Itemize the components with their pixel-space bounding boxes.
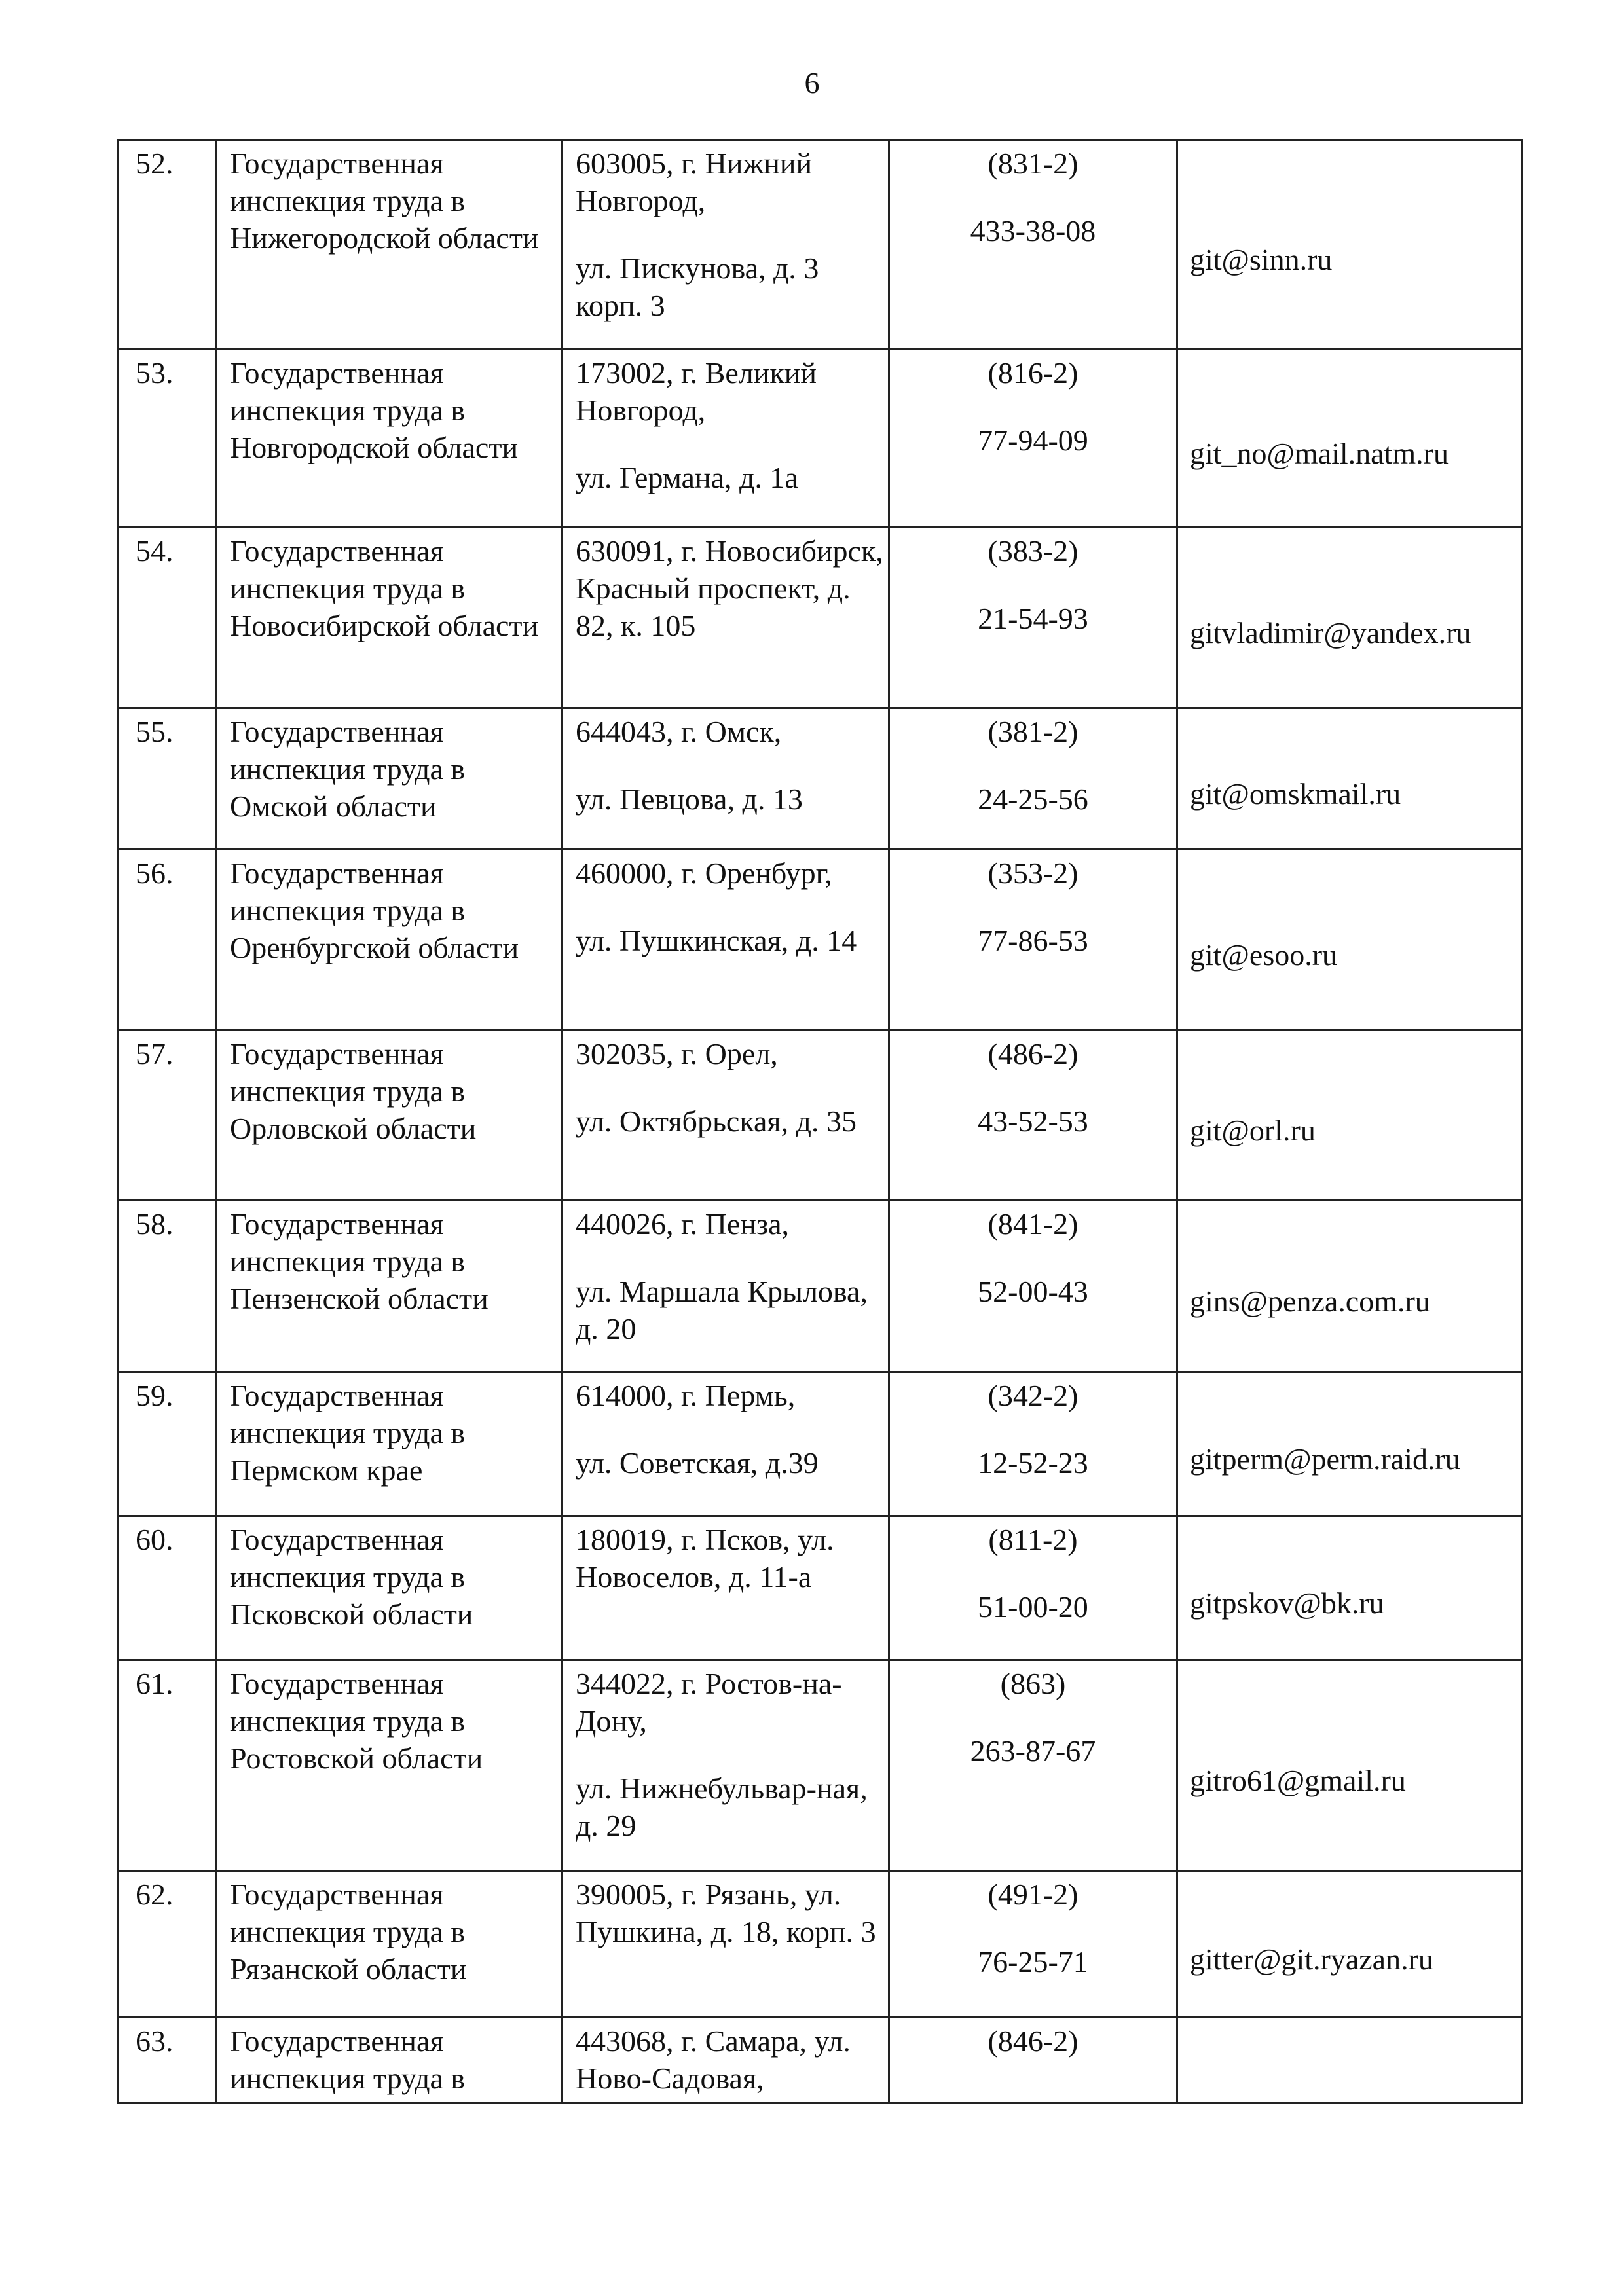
address-line: 302035, г. Орел,	[576, 1037, 778, 1070]
email: gitro61@gmail.ru	[1177, 1660, 1522, 1871]
row-number: 62.	[118, 1871, 216, 2018]
address-line: 644043, г. Омск,	[576, 715, 782, 748]
address	[562, 1030, 889, 1201]
table-row	[118, 850, 1522, 1030]
phone	[889, 1660, 1177, 1871]
phone-number: 77-86-53	[978, 924, 1088, 957]
email: git@sinn.ru	[1177, 140, 1522, 350]
address-line: 344022, г. Ростов-на-Дону,	[576, 1667, 842, 1738]
phone-code: (846-2)	[987, 2024, 1079, 2058]
address-line: 460000, г. Оренбург,	[576, 856, 832, 890]
phone-number: 263-87-67	[970, 1734, 1096, 1768]
inspection-name: Государственная инспекция труда в Новгородской области	[216, 350, 562, 528]
row-number: 54.	[118, 528, 216, 708]
phone-code: (816-2)	[987, 356, 1079, 390]
address-line: ул. Нижнебульвар-ная, д. 29	[576, 1772, 868, 1842]
inspection-name: Государственная инспекция труда в Омской области	[216, 708, 562, 850]
address-line: 603005, г. Нижний Новгород,	[576, 147, 813, 217]
inspection-name: Государственная инспекция труда в Нижегородской области	[216, 140, 562, 350]
phone	[889, 528, 1177, 708]
address	[562, 1201, 889, 1372]
phone-code: (841-2)	[987, 1207, 1079, 1241]
row-number: 59.	[118, 1372, 216, 1516]
table-row	[118, 350, 1522, 528]
address	[562, 140, 889, 350]
email: gitperm@perm.raid.ru	[1177, 1372, 1522, 1516]
address	[562, 528, 889, 708]
phone-code: (486-2)	[987, 1037, 1079, 1070]
address-line: 443068, г. Самара, ул. Ново-Садовая,	[576, 2024, 851, 2095]
address-line: 173002, г. Великий Новгород,	[576, 356, 817, 427]
email: gins@penza.com.ru	[1177, 1201, 1522, 1372]
address-line: ул. Пушкинская, д. 14	[576, 924, 857, 957]
email: gitpskov@bk.ru	[1177, 1516, 1522, 1660]
table-row	[118, 1372, 1522, 1516]
table-row	[118, 1871, 1522, 2018]
phone-code: (863)	[1000, 1667, 1066, 1700]
address	[562, 2018, 889, 2103]
address-line: 440026, г. Пенза,	[576, 1207, 790, 1241]
inspection-name: Государственная инспекция труда в	[216, 2018, 562, 2103]
phone-code: (353-2)	[987, 856, 1079, 890]
inspection-name: Государственная инспекция труда в Ростовской области	[216, 1660, 562, 1871]
inspection-name: Государственная инспекция труда в Орловской области	[216, 1030, 562, 1201]
table-row	[118, 1660, 1522, 1871]
inspection-directory-table	[117, 139, 1522, 2104]
table-row	[118, 1030, 1522, 1201]
address	[562, 1660, 889, 1871]
inspection-name: Государственная инспекция труда в Оренбургской области	[216, 850, 562, 1030]
table-row	[118, 1516, 1522, 1660]
phone-number: 21-54-93	[978, 602, 1088, 635]
phone-code: (383-2)	[987, 534, 1079, 568]
email: gitter@git.ryazan.ru	[1177, 1871, 1522, 2018]
phone-number: 24-25-56	[978, 782, 1088, 816]
row-number: 56.	[118, 850, 216, 1030]
address	[562, 350, 889, 528]
address	[562, 708, 889, 850]
address-line: ул. Маршала Крылова, д. 20	[576, 1275, 868, 1345]
inspection-name: Государственная инспекция труда в Пермском крае	[216, 1372, 562, 1516]
inspection-name: Государственная инспекция труда в Псковской области	[216, 1516, 562, 1660]
row-number: 58.	[118, 1201, 216, 1372]
phone	[889, 1871, 1177, 2018]
phone-number: 433-38-08	[970, 214, 1096, 247]
email: git@esoo.ru	[1177, 850, 1522, 1030]
email	[1177, 2018, 1522, 2103]
phone	[889, 1516, 1177, 1660]
inspection-name: Государственная инспекция труда в Рязанской области	[216, 1871, 562, 2018]
email: git_no@mail.natm.ru	[1177, 350, 1522, 528]
phone-number: 51-00-20	[978, 1590, 1088, 1624]
phone-code: (342-2)	[987, 1379, 1079, 1412]
address-line: 390005, г. Рязань, ул. Пушкина, д. 18, корп. 3	[576, 1878, 876, 1948]
table-row	[118, 140, 1522, 350]
page-number: 6	[804, 66, 820, 100]
address	[562, 1516, 889, 1660]
phone	[889, 350, 1177, 528]
phone	[889, 1030, 1177, 1201]
address-line: ул. Германа, д. 1а	[576, 461, 798, 494]
address-line: 630091, г. Новосибирск, Красный проспект, д. 82, к. 105	[576, 534, 883, 642]
phone	[889, 1372, 1177, 1516]
phone-number: 12-52-23	[978, 1446, 1088, 1480]
phone-code: (831-2)	[987, 147, 1079, 180]
row-number: 57.	[118, 1030, 216, 1201]
row-number: 63.	[118, 2018, 216, 2103]
address-line: ул. Певцова, д. 13	[576, 782, 803, 816]
row-number: 55.	[118, 708, 216, 850]
address-line: ул. Пискунова, д. 3 корп. 3	[576, 251, 819, 322]
address	[562, 850, 889, 1030]
phone-number: 52-00-43	[978, 1275, 1088, 1308]
phone-code: (381-2)	[987, 715, 1079, 748]
table-row	[118, 708, 1522, 850]
inspection-name: Государственная инспекция труда в Пензенской области	[216, 1201, 562, 1372]
phone	[889, 1201, 1177, 1372]
address	[562, 1871, 889, 2018]
address-line: 614000, г. Пермь,	[576, 1379, 796, 1412]
address-line: 180019, г. Псков, ул. Новоселов, д. 11-а	[576, 1523, 834, 1594]
phone	[889, 708, 1177, 850]
phone	[889, 140, 1177, 350]
row-number: 60.	[118, 1516, 216, 1660]
row-number: 53.	[118, 350, 216, 528]
phone-number: 77-94-09	[978, 424, 1088, 457]
phone-number: 76-25-71	[978, 1945, 1088, 1978]
address-line: ул. Советская, д.39	[576, 1446, 819, 1480]
phone-number: 43-52-53	[978, 1104, 1088, 1138]
address	[562, 1372, 889, 1516]
inspection-name: Государственная инспекция труда в Новосибирской области	[216, 528, 562, 708]
table-row	[118, 1201, 1522, 1372]
email: git@omskmail.ru	[1177, 708, 1522, 850]
phone-code: (811-2)	[988, 1523, 1078, 1556]
email: git@orl.ru	[1177, 1030, 1522, 1201]
row-number: 52.	[118, 140, 216, 350]
phone-code: (491-2)	[987, 1878, 1079, 1911]
phone	[889, 850, 1177, 1030]
table-row	[118, 528, 1522, 708]
phone	[889, 2018, 1177, 2103]
address-line: ул. Октябрьская, д. 35	[576, 1104, 857, 1138]
table-row	[118, 2018, 1522, 2103]
row-number: 61.	[118, 1660, 216, 1871]
email: gitvladimir@yandex.ru	[1177, 528, 1522, 708]
